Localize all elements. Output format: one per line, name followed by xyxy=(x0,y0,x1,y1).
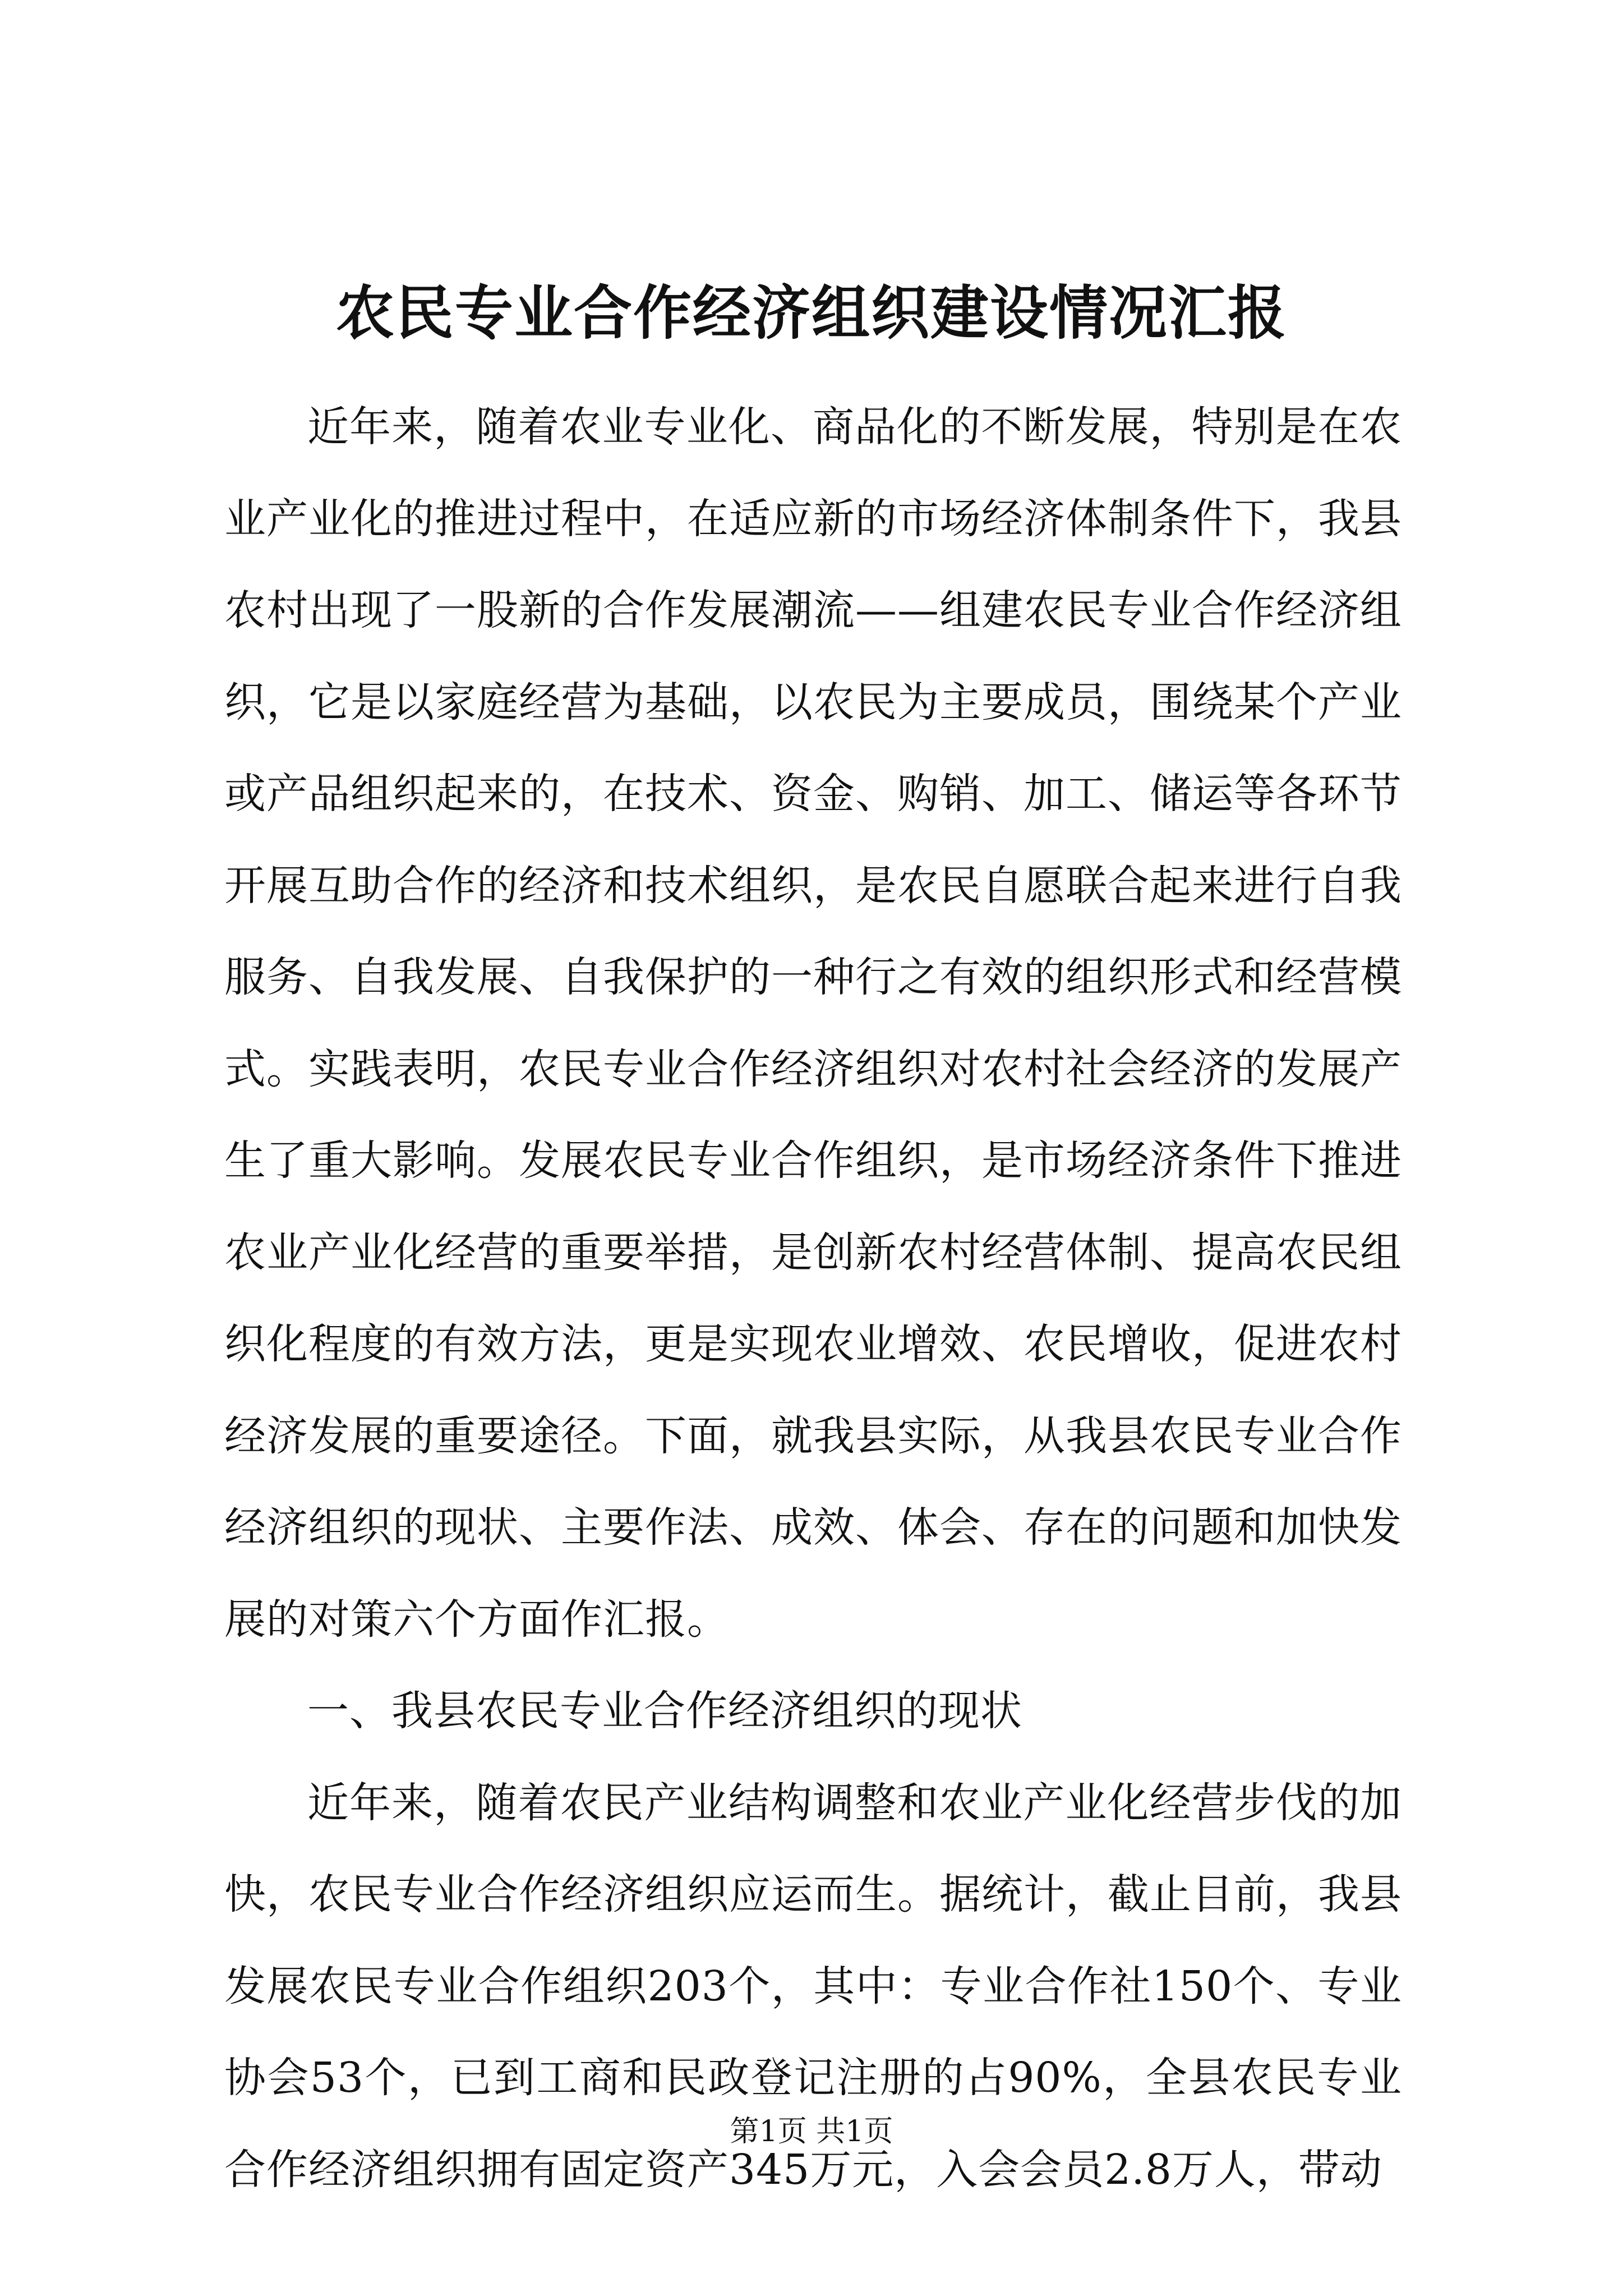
page-number: 第1页 共1页 xyxy=(730,2115,893,2148)
section-heading-1: 一、我县农民专业合作经济组织的现状 xyxy=(307,1687,1022,1735)
document-body xyxy=(224,381,1402,2216)
paragraph-intro: 近年来，随着农业专业化、商品化的不断发展，特别是在农业产业化的推进过程中，在适应新的市场经济体制条件下，我县农村出现了一股新的合作发展潮流——组建农民专业合作经济组织，它是以家庭经营为基础，以农民为主要成员，围绕某个产业或产品组织起来的，在技术、资金、购销、加工、储运等各环节开展互助合作的经济和技术组织，是农民自愿联合起来进行自我服务、自我发展、自我保护的一种行之有效的组织形式和经营模式。实践表明，农民专业合作经济组织对农村社会经济的发展产生了重大影响。发展农民专业合作组织，是市场经济条件下推进农业产业化经营的重要举措，是创新农村经营体制、提高农民组织化程度的有效方法，更是实现农业增效、农民增收，促进农村经济发展的重要途径。下面，就我县实际，从我县农民专业合作经济组织的现状、主要作法、成效、体会、存在的问题和加快发展的对策六个方面作汇报。 xyxy=(224,403,1402,1644)
document-title: 农民专业合作经济组织建设情况汇报 xyxy=(335,278,1287,347)
paragraph-status: 近年来，随着农民产业结构调整和农业产业化经营步伐的加快，农民专业合作经济组织应运而生。据统计，截止目前，我县发展农民专业合作组织203个，其中：专业合作社150个、专业协会53个，已到工商和民政登记注册的占90%，全县农民专业合作经济组织拥有固定资产345万元，入会会员2.8万人，带动 xyxy=(224,1778,1402,2194)
